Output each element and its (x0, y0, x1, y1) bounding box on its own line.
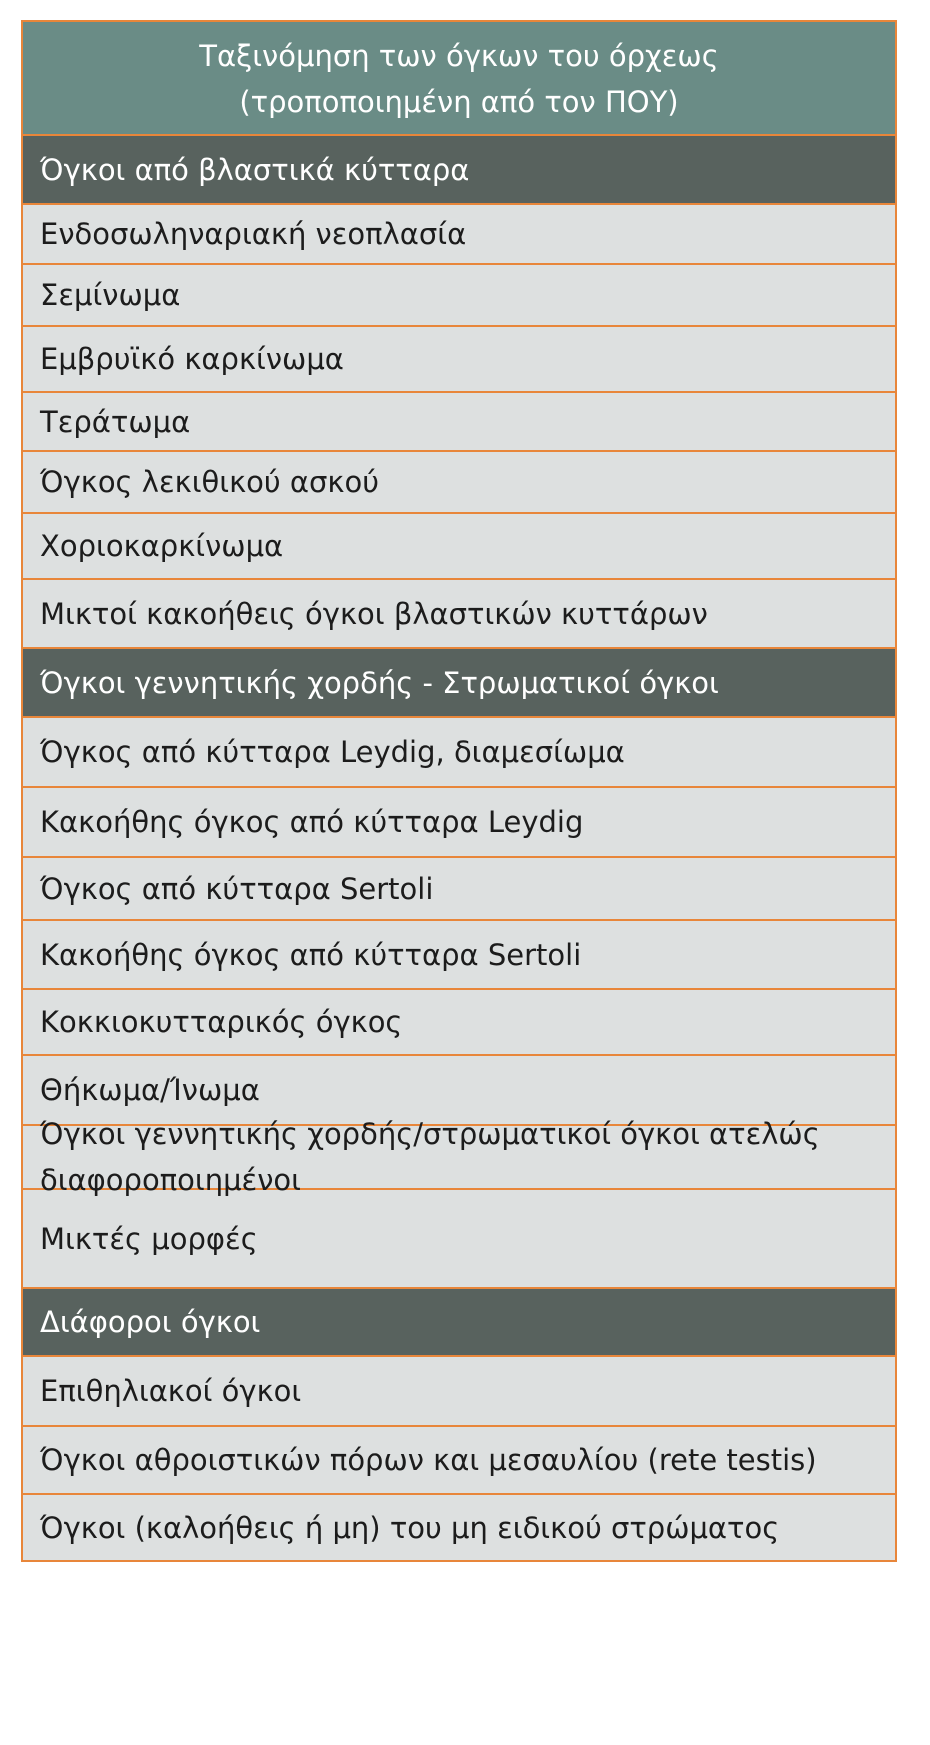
table-row-label: Όγκος από κύτταρα Leydig, διαμεσίωμα (40, 735, 625, 769)
section-header-row (23, 1289, 895, 1357)
section-header-row (23, 649, 895, 718)
table-body (23, 136, 895, 1560)
table-row (23, 1495, 895, 1560)
table-row-label: Σεμίνωμα (40, 278, 181, 312)
table-row (23, 990, 895, 1056)
table-title-line2: (τροποποιημένη από τον ΠΟΥ) (239, 85, 679, 119)
table-row (23, 718, 895, 788)
table-row (23, 327, 895, 393)
table-row (23, 921, 895, 990)
table-title-line1: Ταξινόμηση των όγκων του όρχεως (199, 39, 719, 73)
table-row (23, 788, 895, 858)
table-row-label: Κακοήθης όγκος από κύτταρα Sertoli (40, 937, 582, 972)
table-row (23, 1117, 895, 1197)
table-row-label: Μικτές μορφές (40, 1221, 258, 1256)
table-row-label: Μικτοί κακοήθεις όγκοι βλαστικών κυττάρων (40, 596, 708, 631)
table-row-label: Επιθηλιακοί όγκοι (40, 1374, 302, 1408)
table-row (23, 858, 895, 921)
table-row-label: Χοριοκαρκίνωμα (40, 529, 284, 563)
section-header-row (23, 136, 895, 205)
table-row (23, 1357, 895, 1427)
table-row (23, 205, 895, 265)
table-row (23, 1427, 895, 1495)
table-row-label: Όγκοι (καλοήθεις ή μη) του μη ειδικού στρώματος (40, 1510, 780, 1545)
table-row (23, 265, 895, 327)
table-row (23, 514, 895, 580)
section-header-label: Όγκοι γεννητικής χορδής - Στρωματικοί όγκοι (40, 665, 719, 700)
table-row-label: Όγκος λεκιθικού ασκού (40, 465, 380, 499)
table-row-label: Θήκωμα/Ίνωμα (40, 1073, 260, 1107)
table-row (23, 580, 895, 649)
table-row-label: Τεράτωμα (40, 404, 191, 439)
table-row (23, 393, 895, 452)
table-row-label: Όγκοι αθροιστικών πόρων και μεσαυλίου (rete testis) (40, 1443, 817, 1477)
table-row-label: Εμβρυϊκό καρκίνωμα (40, 342, 344, 376)
table-row-label: Κακοήθης όγκος από κύτταρα Leydig (40, 805, 584, 839)
table-row-label: Κοκκιοκυτταρικός όγκος (40, 1005, 403, 1039)
section-header-label: Διάφοροι όγκοι (40, 1305, 261, 1339)
classification-table (21, 20, 897, 1562)
table-row-label: Ενδοσωληναριακή νεοπλασία (40, 217, 467, 251)
section-header-label: Όγκοι από βλαστικά κύτταρα (40, 152, 470, 187)
table-row-label: Όγκος από κύτταρα Sertoli (40, 871, 434, 906)
table-row-label: Όγκοι γεννητικής χορδής/στρωματικοί όγκοι ατελώς διαφοροποιημένοι (40, 1117, 820, 1197)
table-row (23, 1190, 895, 1289)
table-title (23, 22, 895, 136)
table-row (23, 452, 895, 514)
